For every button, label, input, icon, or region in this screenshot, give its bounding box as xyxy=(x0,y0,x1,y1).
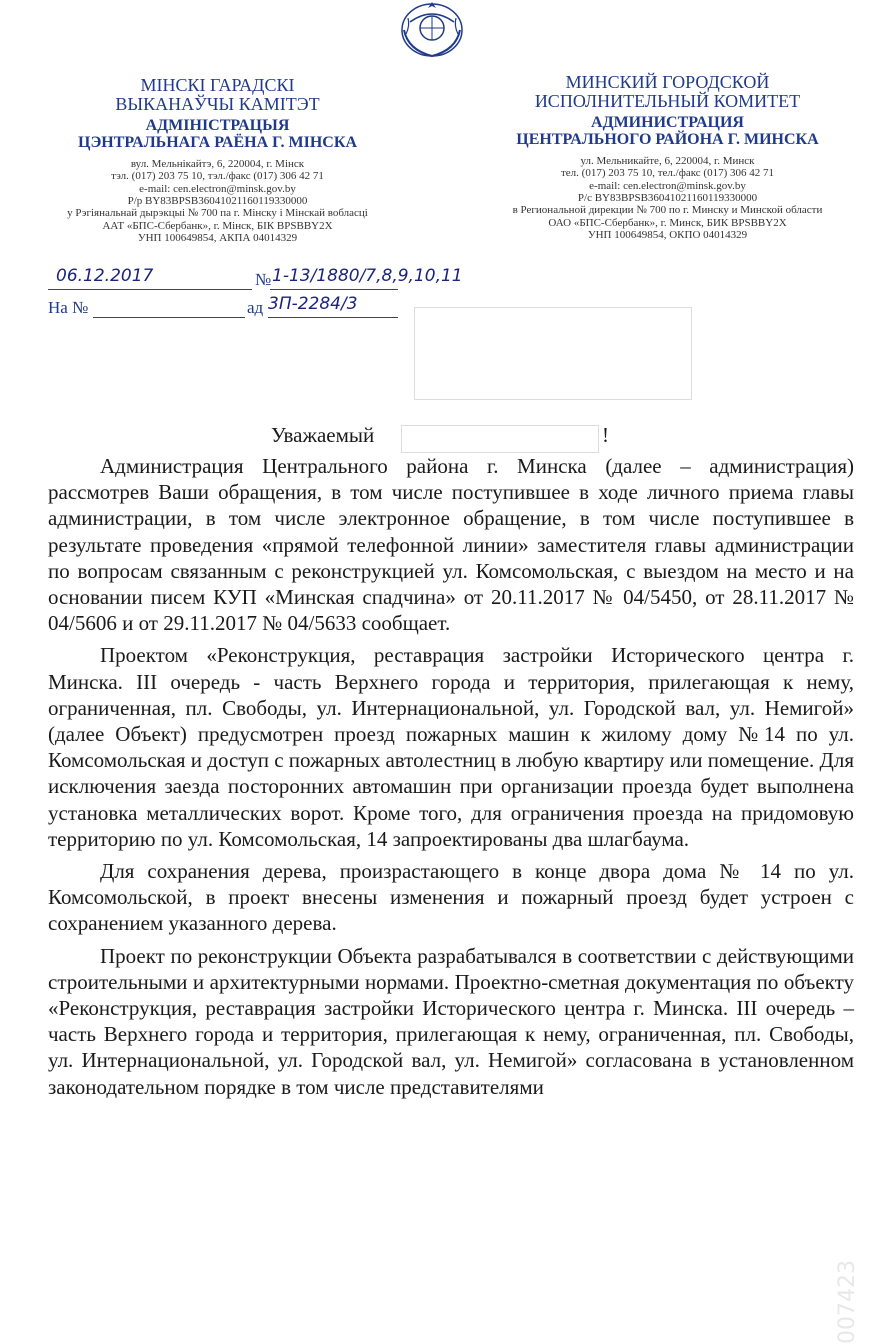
na-label: На № xyxy=(48,298,89,317)
date-underline xyxy=(48,289,252,290)
requisite-line: e-mail: cen.electron@minsk.gov.by xyxy=(589,179,746,192)
letter-body xyxy=(48,453,854,1106)
number-underline xyxy=(270,289,398,290)
outgoing-date: 06.12.2017 xyxy=(56,266,154,286)
ad-label: ад xyxy=(247,298,264,317)
paragraph-4: Проект по реконструкции Объекта разрабатывался в соответствии с действующими строительными и архитектурными нормами. Проектно-сметная документация по объекту «Реконструкция, реставрация застройки Исторического центра г. Минска. III очередь – часть Верхнего города и территория, прилегающая к нему, ограниченная, пл. Свободы, ул. Интернациональной, ул. Городской вал, ул. Немигой» согласована в установленном законодательном порядке в том числе представителями xyxy=(48,943,854,1099)
requisite-line: Р/р BY83BPSB36041021160119330000 xyxy=(127,194,308,207)
administration-name-by: АДМІНІСТРАЦЫЯ ЦЭНТРАЛЬНАГА РАЁНА Г. МІНСКА xyxy=(78,116,357,152)
reference-number: 3П-2284/3 xyxy=(268,294,358,314)
requisites-by xyxy=(40,158,395,244)
outgoing-number: 1-13/1880/7,8,9,10,11 xyxy=(272,266,463,286)
requisite-line: e-mail: cen.electron@minsk.gov.by xyxy=(139,182,296,195)
header-russian xyxy=(480,73,855,241)
requisite-line: УНП 100649854, ОКПО 04014329 xyxy=(587,228,748,241)
greeting-exclamation: ! xyxy=(602,423,609,447)
requisite-line: у Рэгіянальнай дырэкцыі № 700 па г. Мінску і Мінскай вобласці xyxy=(67,207,368,220)
number-sign: № xyxy=(255,270,272,289)
paragraph-2: Проектом «Реконструкция, реставрация застройки Исторического центра г. Минска. III очередь - часть Верхнего города и территория, прилегающая к нему, ограниченная, пл. Свободы, ул. Интернациональной, ул. Городской вал, ул. Немигой» (далее Объект) предусмотрен проезд пожарных машин к жилому дому №14 по ул. Комсомольская и доступ с пожарных автолестниц в любую квартиру или помещение. Для исключения заезда посторонних автомашин при организации проезда будет выполнена установка металлических ворот. Кроме того, для ограничения проезда на придомовую территорию по ул. Комсомольская, 14 запроектированы два шлагбаума. xyxy=(48,643,854,851)
council-name-ru: МИНСКИЙ ГОРОДСКОЙ ИСПОЛНИТЕЛЬНЫЙ КОМИТЕТ xyxy=(534,72,801,111)
requisite-line: в Региональной дирекции № 700 по г. Минску и Минской области xyxy=(512,204,823,217)
redacted-address-box xyxy=(414,307,692,400)
requisites-ru xyxy=(480,155,855,241)
paragraph-3: Для сохранения дерева, произрастающего в конце двора дома № 14 по ул. Комсомольской, в проект внесены изменения и пожарный проезд будет устроен с сохранением указанного дерева. xyxy=(48,859,854,936)
requisite-line: тэл. (017) 203 75 10, тэл./факс (017) 306 42 71 xyxy=(111,170,324,183)
requisite-line: ул. Мельникайте, 6, 220004, г. Минск xyxy=(580,154,755,167)
requisite-line: УНП 100649854, АКПА 04014329 xyxy=(137,231,298,244)
paragraph-1: Администрация Центрального района г. Минска (далее – администрация) рассмотрев Ваши обращения, в том числе поступившее в ходе личного приема главы администрации, в том числе электронное обращение, в том числе поступившее в результате проведения «прямой телефонной линии» заместителя главы администрации по вопросам связанным с реконструкцией ул. Комсомольская, с выездом на место и на основании писем КУП «Минская спадчина» от 20.11.2017 № 04/5450, от 28.11.2017 № 04/5606 и от 29.11.2017 № 04/5633 сообщает. xyxy=(48,454,854,636)
requisite-line: тел. (017) 203 75 10, тел./факс (017) 306 42 71 xyxy=(560,167,775,180)
header-belarusian xyxy=(40,76,395,244)
administration-name-ru: АДМИНИСТРАЦИЯ ЦЕНТРАЛЬНОГО РАЙОНА Г. МИНСКА xyxy=(516,113,819,149)
redacted-name-box xyxy=(401,425,599,453)
na-underline xyxy=(93,317,245,318)
ref-underline xyxy=(268,317,398,318)
greeting: Уважаемый xyxy=(271,423,375,447)
registration-stamp: 007423 xyxy=(835,1260,860,1344)
requisite-line: вул. Мельнікайтэ, 6, 220004, г. Мінск xyxy=(130,157,305,170)
requisite-line: ОАО «БПС-Сбербанк», г. Минск, БИК BPSBBY2X xyxy=(548,216,787,229)
coat-of-arms-emblem xyxy=(396,0,468,58)
council-name-by: МІНСКІ ГАРАДСКІ ВЫКАНАЎЧЫ КАМІТЭТ xyxy=(115,75,320,114)
requisite-line: Р/с BY83BPSB36041021160119330000 xyxy=(577,191,758,204)
requisite-line: ААТ «БПС-Сбербанк», г. Мінск, БІК BPSBBY2X xyxy=(102,219,333,232)
